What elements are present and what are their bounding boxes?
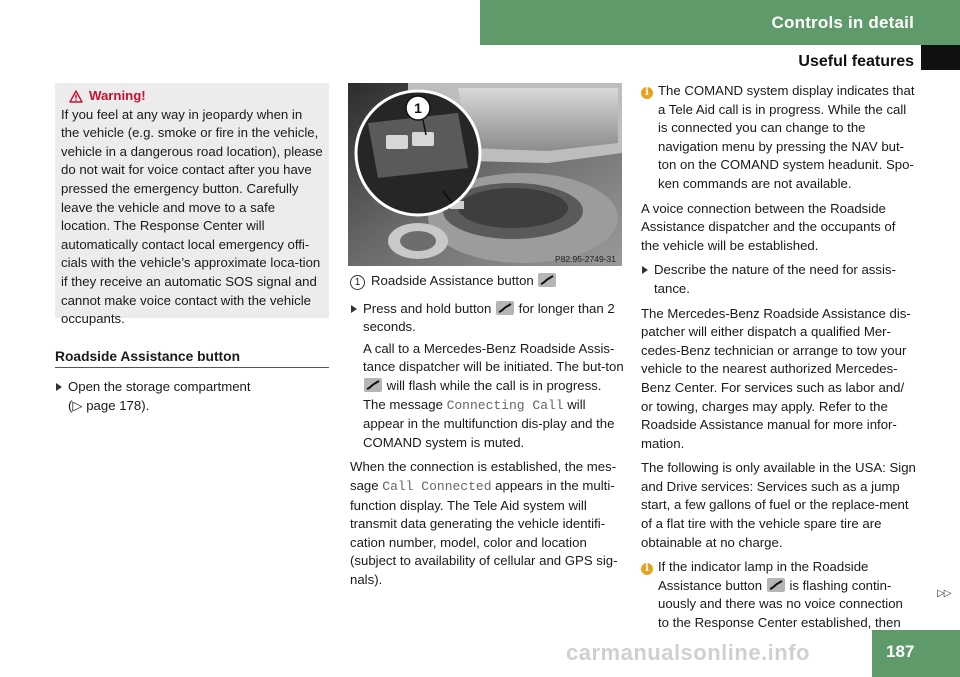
warning-title [69, 87, 323, 106]
section-title-header: Controls in detail [771, 12, 914, 32]
paragraph-text: A call to a Mercedes-Benz Roadside Assis-tance dispatcher will be initiated. The but-ton [363, 340, 624, 375]
console-illustration [348, 83, 622, 266]
sos-button-icon [538, 273, 556, 287]
paragraph-text: will appear in the multifunction dis-play and the COMAND system is muted. [363, 396, 615, 450]
column-2 [350, 272, 625, 596]
message-connecting-call: Connecting Call [446, 397, 564, 413]
subsection-title: Useful features [798, 53, 914, 70]
figure-code: P82.95-2749-31 [555, 254, 616, 264]
usa-services-paragraph: The following is only available in the USA: Sign and Drive services: Services such as a jump start, a few gallons of fuel or the replace-ment of a flat tire with the vehicle spare tire are obtainable at no charge. [641, 460, 916, 550]
info-icon: i [641, 563, 653, 575]
warning-text: If you feel at any way in jeopardy when in the vehicle (e.g. smoke or fire in the vehicle, vehicle in a dangerous road location), please do not wait for voice contact after you have pressed the emergency button. Carefully leave the vehicle and move to a safe location. The Response Center will automatically contact local emergency offi-cials with the vehicle’s approximate loca-tion if they receive an automatic SOS signal and cannot make voice contact with the vehicle occupants. [61, 106, 323, 327]
voice-connection-paragraph: A voice connection between the Roadside Assistance dispatcher and the occupants of the vehicle will be established. [641, 200, 896, 253]
page-number: 187 [872, 630, 960, 677]
bullet-arrow-icon [351, 305, 357, 313]
column-1 [55, 378, 329, 415]
figure-caption [350, 272, 625, 291]
paragraph-text: appears in the multi-function display. The Tele Aid system will transmit data generating the vehicle identifi-cation number, model, color and location (subject to availability of cellular and GPS sig-nals). [350, 477, 618, 587]
warning-triangle-icon [69, 90, 83, 103]
caption-number: 1 [350, 275, 365, 290]
console-photo [348, 83, 622, 266]
info-text: is flashing contin-uously and there was no voice connection to the Response Center established, then [658, 577, 903, 631]
info-icon: i [641, 87, 653, 99]
sos-button-icon [767, 578, 785, 592]
column-3 [641, 82, 916, 639]
sos-button-icon [364, 378, 382, 392]
watermark: carmanualsonline.info [566, 640, 810, 665]
subsection-marker-bar [921, 45, 960, 70]
section-header-tab [480, 0, 960, 45]
page-reference: (▷ page 178). [68, 397, 150, 413]
info-text: The COMAND system display indicates that a Tele Aid call is in progress. While the call is connected you can change to the navigation menu by pressing the NAV but-ton on the COMAND system headunit. Spo-ken commands are not available. [658, 83, 915, 191]
info-note-indicator-lamp [641, 558, 916, 632]
continued-marker: ▷▷ [937, 588, 951, 599]
paragraph-text: will flash while the call is in progress. The message [363, 377, 602, 412]
bullet-arrow-icon [642, 266, 648, 274]
caption-text: Roadside Assistance button [371, 273, 534, 288]
figure-callout-1: 1 [414, 100, 422, 116]
instruction-text: Describe the nature of the need for assis-tance. [654, 262, 896, 296]
instruction-text: for longer than 2 seconds. [363, 300, 615, 335]
paragraph-text: When the connection is established, the mes-sage [350, 459, 617, 493]
dispatcher-paragraph: The Mercedes-Benz Roadside Assistance dis-patcher will either dispatch a qualified Mer-cedes-Benz technician or arrange to tow your vehicle to the nearest authorized Mercedes-Benz Center. For services such as labor and/ or towing, charges may apply. Refer to the Roadside Assistance manual for more infor-mation. [641, 305, 911, 451]
instruction-describe-need [641, 261, 916, 298]
instruction-text: Press and hold button [363, 300, 492, 316]
bullet-arrow-icon [56, 383, 62, 391]
instruction-press-hold [350, 300, 625, 337]
warning-box [55, 83, 329, 327]
call-initiated-paragraph [350, 340, 625, 453]
instruction-open-compartment [55, 378, 329, 415]
message-call-connected: Call Connected [382, 478, 492, 494]
connection-established-paragraph [350, 458, 625, 589]
roadside-assistance-heading: Roadside Assistance button [55, 349, 329, 368]
warning-label: Warning! [89, 88, 146, 103]
info-text: If the indicator lamp in the Roadside Assistance button [658, 559, 869, 593]
instruction-text: Open the storage compartment [68, 379, 251, 394]
sos-button-icon [496, 301, 514, 315]
info-note-comand [641, 82, 916, 194]
